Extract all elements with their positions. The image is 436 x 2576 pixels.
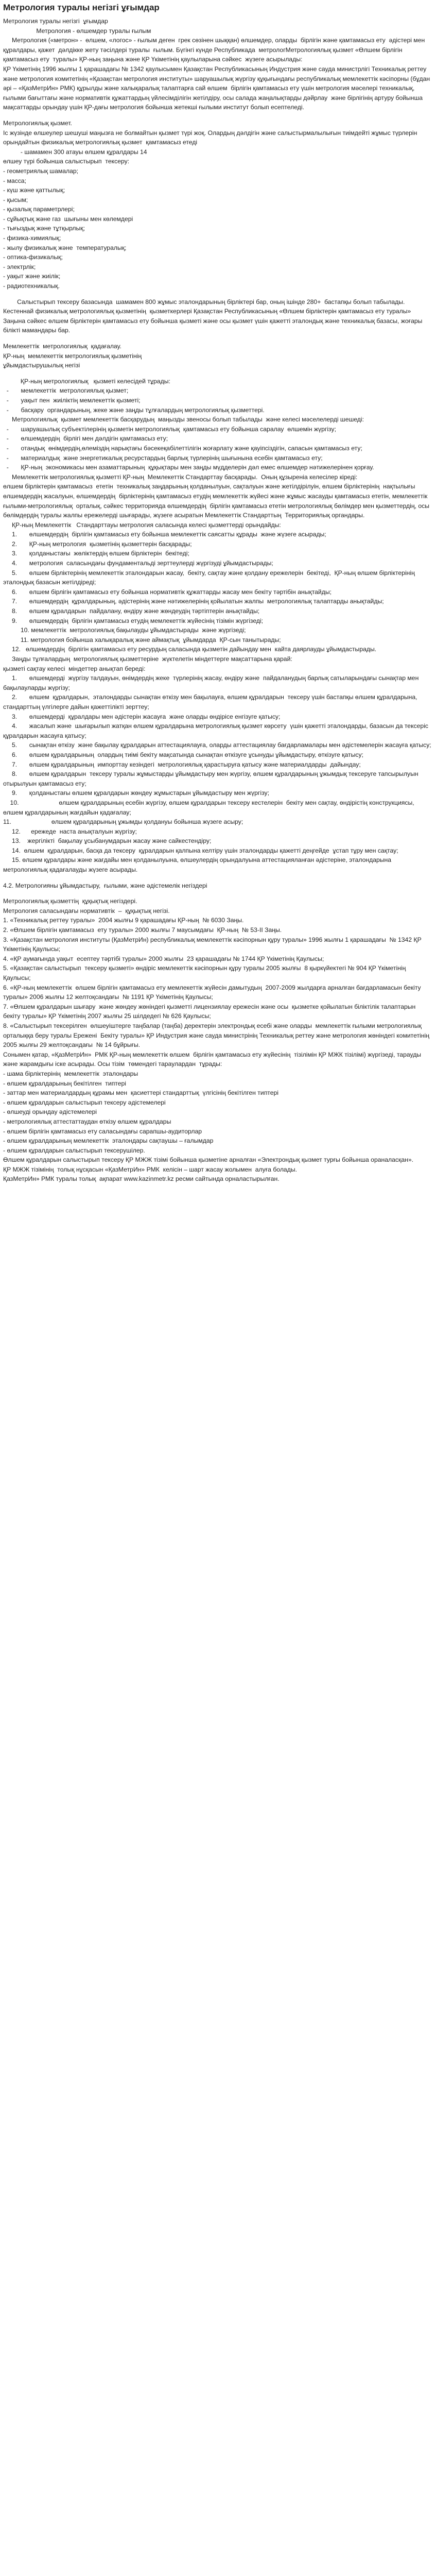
metrology-service-paragraph: Метрологиялық қызмет. Іс жүзінде өлшеулер шешуші маңызға не болмайтын қызмет түрі жоқ. Олардың дәлдігін және салыстырмалылығын тиімдейті жұмыс түрлерін орындайтын физикалық метрологиялық қызмет қамтамасыз етеді - шамамен 300 атауы өлшем құралдары 14 өлшеу түрі бойынша салыстырып тексеру: - геометриялық шамалар; - масса; - күш және қаттылық; - қысым; - қызалық параметрлері; - сұйықтық және газ шығыны мен көлемдері - тығыздық және тұтқырлық; - физика-химиялық; - жылу физикалық және температуралық; - оптика-физикалық; - электрлік; - уақыт және жиілік; - радиотехникалық. xyxy=(3,119,417,290)
page-title: Метрология туралы негізгі ұғымдар xyxy=(3,3,160,12)
legal-basis-paragraph: Метрологиялық қызметтің құқықтық негіздері. Метрология саласындағы нормативтік – құқықтық негізі. 1. «Техникалық реттеу туралы» 2004 жылғы 9 қарашадағы ҚР-ның № 6030 Заңы. 2. «Өлшем бірлігін қамтамасыз ету туралы» 2000 жылғы 7 маусымдағы ҚР-ның № 53-ІІ Заңы. 3. «Қазақстан метрология институты (ҚазМетрИн) республикалық мемлекеттік кәсіпорнын құру туралы» 1996 жылғы 1 қарашадағы № 1342 ҚР Үкіметінің Қаулысы; 4. «ҚР аумағында уақыт есептеу тәртібі туралы» 2000 жылғы 23 қарашадағы № 1744 ҚР Үкіметінің Қаулысы; 5. «Қазақстан салыстырып тексеру қызметі» өндіріс мемлекеттік кәсіпорнын құру туралы 2005 жылғы 8 қыркүйектегі № 904 ҚР Үкіметінің Қаулысы; 6. «ҚР-ның мемлекеттік өлшем бірлігін қамтамасыз ету мемлекеттік жүйесін дамытудың 2007-2009 жылдарға арналған бағдарламасын бекіту туралы» 2006 жылғы 12 желтоқсандағы № 1191 ҚР Үкіметінің Қаулысы; 7. «Өлшем құралдарын шығару және жөндеу жөніндегі қызметті лицензиялау ережесін және осы қызметке қойылатын біліктілік талаптарын бекіту туралы» ҚР Үкіметінің 2007 жылғы 25 шілдедегі № 626 Қаулысы; 8. «Салыстырып тексерілген өлшеуіштерге таңбалар (таңба) деректерін электрондық есебі және оларды мемлекеттік ғылыми метрологиялық орталыққа беру туралы Ережені Бекіту туралы» ҚР Индустрия және сауда министрінің Техникалық реттеу және метрология жөніндегі комитетінің 2005 жылғы 29 желтоқсандағы № 14 бұйрығы. Сонымен қатар, «ҚазМетрИн» РМК ҚР-ның мемлекеттік өлшем бірлігін қамтамасыз ету жүйесінің тізілімін ҚР МЖК тізілімі) жүргізеді, тарауды және жарамдығы іске асырады. Осы тізім төмендегі тараулардан тұрады: - шама бірліктерінің мемлекеттік эталондары - өлшем құралдарының бекітілген типтері - заттар мен материалдардың құрамы мен қасиеттері стандарттық үлгісінің бекітілген типтері - өлшем құралдарын салыстырып тексеру әдістемелері - өлшеуді орындау әдістемелері - метрологиялық аттестаттаудан өткізу өлшем құралдары - өлшем бірлігін қамтамасыз ету саласындағы сарапшы-аудиторлар - өлшем құралдарының мемлекеттік эталондары сақтаушы – ғалымдар - өлшем құралдарын салыстырып тексерушілер. Өлшем құралдарын салыстырып тексеру ҚР МЖЖ тізімі бойынша қызметіне арналған «Электрондық қызмет турғы бойынша ораналасқан». ҚР МЖЖ тізімінің толық нұсқасын «ҚазМетрИн» РМК келісін – шарт жасау жолымен алуға болады. ҚазМетрИн» РМК туралы толық ақпарат www.kazinmetr.kz ресми сайтында орналастырылған. xyxy=(3,897,429,1183)
state-supervision-heading: Мемлекеттік метрологиялық қадағалау. ҚР-ның мемлекеттік метрологиялық қызметінің ұйымдастырушылық негізі xyxy=(3,343,142,369)
intro-paragraph: Метрология туралы негізгі ұғымдар Метрология - өлшемдер туралы ғылым Метрология («метрон» - өлшем, «логос» - ғылым деген грек сөзінен шыққан) өлшемдер, оларды бірлігін және қамтамасыз ету әдістері мен құралдары, қажет дәлдікке жету тәсілдері туралы ғылым. Бүгінгі күнде Республикада метрологМетрологиялық қызмет «Өлшем бірлігін қамтамасыз ету туралы» ҚР-ның заңына және ҚР Үкіметінің қаулыларына сәйкес жүзеге асырылады: ҚР Үкіметінің 1996 жылғы 1 қарашадағы № 1342 қаулысымен Қазақстан Республикасының Индустрия және сауда министрлігі Техникалық реттеу және метрология комитетінің «Қазақстан метрология институты» шаруашылық жүргізу құқығындағы республикалық мемлекеттік кәсіпорны (бұдан әрі – «ҚазМетрИн» РМК) құрылды және халықаралық талаптарға сай өлшем бірлігін қамтамасыз ету үшін метрология мәселері техникалық, ғылыми бағыттағы және нормативтік құжаттардың үйлесімділігін жетілдіру, осы салада жаңалықтарды дәйрлау және бірлігінің артуру бойынша мақсаттарды орындау үшін ҚР-дағы метрология бойынша жетекші ғылыми институт болып есептеледі. xyxy=(3,18,430,111)
metrology-structure-paragraph: ҚР-ның метрологиялық қызметі келесідей тұрады: - мемлекеттік метрологиялық қызмет; - уақыт пен жиіліктің мемлекеттік қызметі; - басқару органдарының, жеке және заңды тұлғалардың метрологиялық қызметтері. Метрологиялық қызмет мемлекеттік басқарудың маңызды звеносы болып табылады және келесі мәселелерді шешеді: - шаруашылық субъектілерінің қызметін метрологиялық қамтамасыз ету бойынша саралау өлшемін жүргізу; - өлшемдердің бірлігі мен дәлдігін қамтамасыз ету; - отандық өнімдердің,өлеміздің нарықтағы бәсекеқабілеттілігін жоғарлату және қауіпсіздігін, сапасын қамтамасыз ету; - материалдық және энергетикалық ресурстардың барлық түрлерінің шығынына есебін қамтамасыз ету; - ҚР-ның экономикасы мен азаматтарының құқықтары мен заңды мүдделерін дәл емес өлшемдер нәтижелерінен қорғау. Мемлекеттік метрологиялық қызметті ҚР-ның Мемлекеттік Стандарттау басқарады. Оның құзыреніа келесілер кіреді: өлшем бірліктерін қамтамасыз ететін техникалық заңдарының қолданылуын, сақталуын және жетілдірілуін, өлшем бірліктерінің нақтылығы өлшемдердің жасалуын, өлшемдердің бірліктерінің қамтамасыз етудің мемлекеттік жүйесі және жұмыс жасауды қамтамасыз ететін, мемлекеттік ғылыми-метрологиялық орталық, сәйкес территорияда өлшемдердің бірлігін қамтамасыз ететін метрологиялық бөлімдер мен қызметтердің, осы бөлімдердің туралы жалпы ережелерді шығарады, жүзеге асыратын Мемлекеттік Стандарттың Территориялық органдары. ҚР-ның Мемлекеттік Стандарттауы метрология саласында келесі қызметтерді орындайды: 1. өлшемдердің бірлігін қамтамасыз ету бойынша мемлекеттік саясатты құрады және жүзеге асырады; 2. ҚР-ның метрология қызметінің қызметтерін басқарады; 3. қолданыстағы жөліктердің өлшем бірліктерін бекітеді; 4. метрология саласындағы фундаментальді зерттеулерді жүргізуді ұйымдастырады; 5. өлшем бірліктерінің мемлекеттік эталондарын жасау, бекіту, сақтау және қолдану ережелерін бекітеді, ҚР-ның өлшем бірліктерінің эталондық базасын жетілдіреді; 6. өлшем бірлігін қамтамасыз ету бойынша нормативтік құжаттарды жасау мен бекіту тәртібін анықтайды; 7. өлшемдердің құралдарының, әдістерінің және нәтижелерінің қойылатын жалпы метрологиялық талаптарды анықтайды; 8. өлшем құралдарын пайдалану, өндіру және жөндеудің тәртіптерін анықтайды; 9. өлшемдердің бірлігін қамтамасыз етудің мемлекеттік жүйесінің тізімін жүргізеді; 10. мемлекеттік метрологиялық бақылауды ұйымдастырады және жүргізеді; 11. метрология бойынша халықаралық және аймақтық ұйымдарда ҚР-сын танытырады; 12. өлшемдердің бірлігін қамтамасыз ету ресурдың саласында қызметін дайындау мен кайта даярлауды ұйымдастырады. Заңды тұлғалардың метрологиялық қызметтеріне жүктелетін міндеттерге мақсаттарына қарай: қызметі сақтау келесі міндеттер анықтап береді: 1. өлшемдерді жүргізу талдауын, өнімдердің жеке түрлерінің жасау, өндіру және пайдаланудың барлық сатыларындағы сынақтар мен бақылауларды жүргізу; 2. өлшем құралдарын, эталондарды сынақтан өткізу мен бақылауға, өлшем құралдарын тексеру үшін бастапқы өлшем құралдарына, стандарттың үлгілерге дайын қажеттілікті зерттеу; 3. өлшемдерді құралдары мен әдістерін жасауға және оларды өндірісе енгізуге қатысу; 4. жасалып және шығарылып жатқан өлшем құралдарына метрологиялық қызмет көрсету үшін қажетті эталондарды, базасын да тексеріс құралдарын жасауға қатысу; 5. сынақтан өткізу және бақылау құралдарын аттестациялауға, оларды аттестациялау бағдарламалары мен әдістемелерін жасауға қатысу; 6. өлшем құралдарының олардың тиімі бекіту мақсатында сынақтан өткізуге ұсынуды ұйымдастыру, өткізуге қатысу; 7. өлшем құралдарының импорттау кезіндегі метрологиялық қарастыруға қатысу және материалдарды дайындау; 8. өлшем құралдарын тексеру туралы жұмыстарды ұйымдастыру мен жүргізу, өлшем құралдарының ұжымдық тексеруге тапсырылуын отырылуын қамтамасыз ету; 9. қолданыстағы өлшем құралдарын жөндеу жұмыстарын ұйымдастыру мен жүргізу; 10. өлшем құралдарының есебін жүргізу, өлшем құралдарын тексеру кестелерін бекіту мен сақтау, өндірістің конструкциясы, өлшем құралдарының жағдайын қадағалау; 11. өлшем құралдарының ұжымды қолдануы бойынша жүзеге асыру; 12. ережеде наста анықталуын жүргізу; 13. жергілікті бақылау ұсыбанумдарын жасау және сайкестендіру; 14. өлшем құралдарын, басқа да тексеру құралдарын қалпына келтіру үшін эталондарды қажетті деңгейде ұстап тұру мен сақтау; 15. өлшем құралдары және жағдайы мен қолданылуына, өлшеулердің орындалуына аттестацияланған әдістеріне, эталондарына метрологиялық қадағалауды жүзеге асырады. xyxy=(3,377,431,874)
calibration-base-paragraph: Салыстырып тексеру базасында шамамен 800 жұмыс эталондарының бірліктері бар, оның ішінде 280+ бастапқы болып табылады. Кестеннай физикалық метрологиялық қызметінің қызметкерлері Қазақстан Республикасының «Өлшем бірліктерін қамтамасыз ету туралы» Заңына сәйкес өлшем бірліктерін қамтамасыз ету бойынша қызметі және осы қызмет үшін қажетті эталондық және техникалық базасы, жоғары білікті мамандары бар. xyxy=(3,298,424,334)
section-heading-4-2: 4.2. Метрологияны ұйымдастыру, ғылыми, және әдістемелік негіздері xyxy=(3,882,207,889)
document-body xyxy=(3,16,433,1184)
